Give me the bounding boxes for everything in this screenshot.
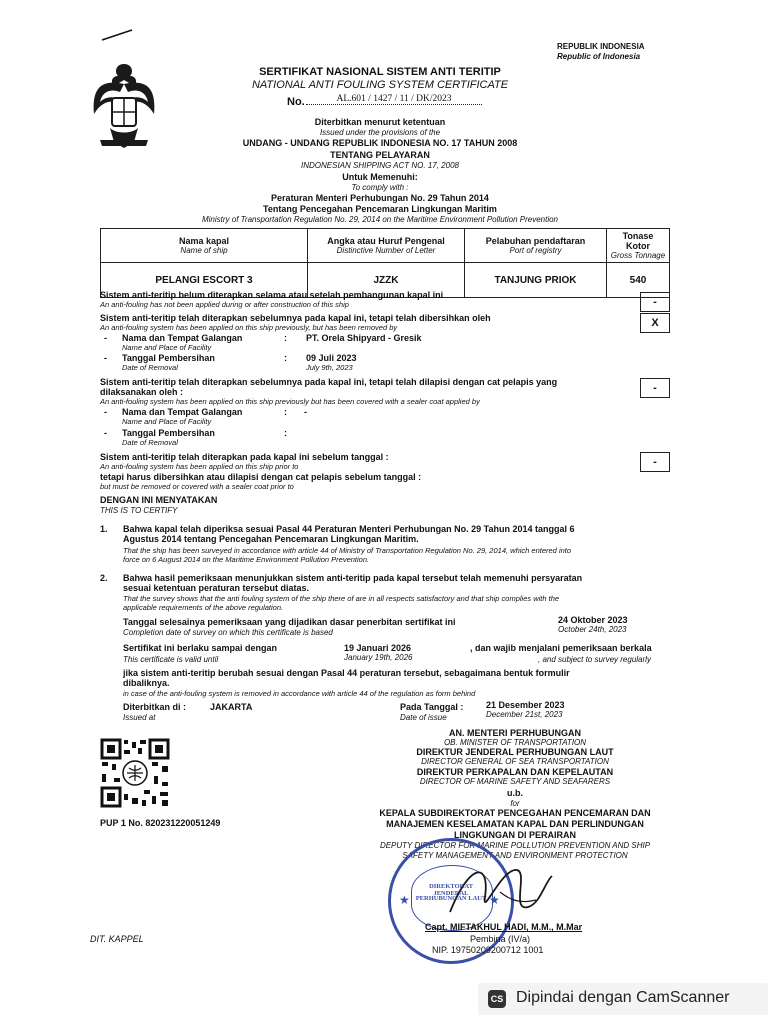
ship-name: PELANGI ESCORT 3: [101, 263, 308, 298]
ship-particulars-table: [100, 228, 670, 298]
item1-text-cont: Agustus 2014 tentang Pencegahan Pencemaran Lingkungan Maritim.: [123, 534, 419, 544]
bullet-dash: -: [104, 333, 107, 343]
handwritten-signature: [440, 852, 560, 932]
issued-at-label: Diterbitkan di :: [123, 702, 187, 712]
valid-until-tail: , dan wajib menjalani pemeriksaan berkala: [470, 643, 652, 653]
option3-text-cont: dilaksanakan oleh :: [100, 387, 184, 397]
item1-text-en-cont: force on 6 August 2014 on the Maritime Environment Pollution Prevention.: [123, 555, 370, 564]
facility-label: Nama dan Tempat Galangan: [122, 333, 243, 343]
distinctive-number: JZZK: [308, 263, 465, 298]
item1-text-en: That the ship has been surveyed in accordance with article 44 of Ministry of Transportation Regulation No. 29, 2014, which entered into: [123, 546, 572, 555]
regulation-topic: Tentang Pencegahan Pencemaran Lingkungan Maritim: [263, 204, 497, 214]
colon: :: [284, 428, 287, 438]
option4-text-en: An anti-fouling system has been applied on this ship prior to: [100, 462, 299, 471]
country-name: REPUBLIK INDONESIA: [557, 42, 645, 51]
item2-number: 2.: [100, 573, 108, 583]
regulation-title: Peraturan Menteri Perhubungan No. 29 Tahun 2014: [271, 193, 489, 203]
port-of-registry: TANJUNG PRIOK: [465, 263, 607, 298]
option3-text-en: An anti-fouling system has been applied on this ship previously but has been covered with a sealer coat applied by: [100, 397, 480, 406]
stamp-text-line2: PERHUBUNGAN LAUT: [415, 895, 487, 902]
comply-label: Untuk Memenuhi:: [342, 172, 418, 182]
facility2-label: Nama dan Tempat Galangan: [122, 407, 243, 417]
colon: :: [284, 407, 287, 417]
sign-for: for: [510, 799, 520, 808]
dit-kappel-code: DIT. KAPPEL: [90, 934, 144, 944]
item1-number: 1.: [100, 524, 108, 534]
option3-text: Sistem anti-teritip telah diterapkan sebelumnya pada kapal ini, tetapi telah dilapisi dengan cat pelapis yang: [100, 377, 558, 387]
removal-date-label: Tanggal Pembersihan: [122, 353, 215, 363]
item2-text-cont: sesuai ketentuan peraturan tersebut diatas.: [123, 583, 310, 593]
valid-until-label: Sertifikat ini berlaku sampai dengan: [123, 643, 278, 653]
removed-clause: jika sistem anti-teritip berubah sesuai dengan Pasal 44 peraturan tersebut, sebagaimana bentuk formulir: [123, 668, 570, 678]
valid-until-label-en: This certificate is valid until: [123, 655, 219, 664]
facility-value: PT. Orela Shipyard - Gresik: [306, 333, 422, 343]
camscanner-watermark: [478, 983, 768, 1015]
sign-line4c: LINGKUNGAN DI PERAIRAN: [453, 830, 576, 840]
option2-checkbox: X: [640, 313, 670, 333]
item2-text: Bahwa hasil pemeriksaan menunjukkan sistem anti-teritip pada kapal tersebut telah memenuhi persyaratan: [123, 573, 583, 583]
issue-date-value: 21 Desember 2023: [486, 700, 565, 710]
bullet-dash: -: [104, 353, 107, 363]
issued-at-label-en: Issued at: [123, 713, 156, 722]
option1-text: Sistem anti-teritip belum diterapkan selama atau setelah pembangunan kapal ini: [100, 290, 444, 300]
issue-date-value-en: December 21st, 2023: [486, 710, 563, 719]
signatory-nip: NIP. 19750209200712 1001: [432, 945, 544, 955]
signatory-name: Capt. MIFTAKHUL HADI, M.M., M.Mar: [425, 922, 583, 932]
pen-mark-decoration: [100, 28, 134, 42]
certificate-number: AL.601 / 1427 / 11 / DK/2023: [306, 94, 482, 105]
issued-under-label: Diterbitkan menurut ketentuan: [314, 117, 446, 127]
facility2-value: -: [304, 407, 307, 417]
item2-text-en: That the survey shows that the anti fouling system of the ship there of are in all respects satisfactory and that ship complies with the: [123, 594, 560, 603]
removal2-label-en: Date of Removal: [122, 438, 178, 447]
removal2-label: Tanggal Pembersihan: [122, 428, 215, 438]
option4-text: Sistem anti-teritip telah diterapkan pada kapal ini sebelum tanggal :: [100, 452, 389, 462]
issue-date-label: Pada Tanggal :: [400, 702, 464, 712]
sign-line1-en: OB. MINISTER OF TRANSPORTATION: [443, 738, 587, 747]
option2-text-en: An anti-fouling system has been applied on this ship previously, but has been removed by: [100, 323, 398, 332]
sign-line2: DIREKTUR JENDERAL PERHUBUNGAN LAUT: [416, 747, 614, 757]
colon: :: [284, 333, 287, 343]
removal-date-value: 09 Juli 2023: [306, 353, 357, 363]
act-title-en: INDONESIAN SHIPPING ACT NO. 17, 2008: [301, 161, 459, 170]
sign-line3: DIREKTUR PERKAPALAN DAN KEPELAUTAN: [416, 767, 614, 777]
issued-at-value: JAKARTA: [210, 702, 253, 712]
certify-heading: DENGAN INI MENYATAKAN: [100, 495, 218, 505]
valid-until-value-en: January 19th, 2026: [344, 653, 413, 662]
signatory-rank: Pembina (IV/a): [470, 934, 531, 944]
removed-clause-cont: dibaliknya.: [123, 678, 170, 688]
sign-ub: u.b.: [507, 788, 523, 798]
colon: :: [284, 353, 287, 363]
stamp-text-line1: DIREKTORAT JENDERAL: [429, 883, 473, 897]
item1-text: Bahwa kapal telah diperiksa sesuai Pasal 44 Peraturan Menteri Perhubungan No. 29 Tahun 2014 tanggal 6: [123, 524, 575, 534]
issued-under-label-en: Issued under the provisions of the: [319, 128, 441, 137]
header-ship-name: Nama kapal Name of ship: [101, 229, 308, 263]
table-header-row: [101, 229, 670, 263]
camscanner-text: Dipindai dengan CamScanner: [516, 989, 730, 1006]
act-title: UNDANG - UNDANG REPUBLIK INDONESIA NO. 17 TAHUN 2008: [242, 138, 518, 148]
qr-code-icon: [100, 738, 170, 808]
sign-line4b: MANAJEMEN KESELAMATAN KAPAL DAN PERLINDUNGAN: [386, 819, 644, 829]
sign-line4-en-a: DEPUTY DIRECTOR FOR MARINE POLLUTION PREVENTION AND SHIP: [379, 841, 651, 850]
header-gross-tonnage: Tonase Kotor Gross Tonnage: [607, 229, 670, 263]
facility-label-en: Name and Place of Facility: [122, 343, 212, 352]
option4b-text: tetapi harus dibersihkan atau dilapisi dengan cat pelapis sebelum tanggal :: [100, 472, 422, 482]
certify-heading-en: THIS IS TO CERTIFY: [100, 506, 178, 515]
stamp-star-left-icon: ★: [399, 893, 410, 907]
removed-clause-en: in case of the anti-fouling system is removed in accordance with article 44 of the regulation as form behind: [123, 689, 476, 698]
option2-text: Sistem anti-teritip telah diterapkan sebelumnya pada kapal ini, tetapi telah dibersihkan oleh: [100, 313, 491, 323]
certificate-number-label: No.: [287, 96, 305, 108]
option4b-text-en: but must be removed or covered with a sealer coat prior to: [100, 482, 294, 491]
issue-date-label-en: Date of issue: [400, 713, 447, 722]
stamp-star-right-icon: ★: [489, 893, 500, 907]
header-port-of-registry: Pelabuhan pendaftaran Port of registry: [465, 229, 607, 263]
gross-tonnage: 540: [607, 263, 670, 298]
bullet-dash: -: [104, 407, 107, 417]
valid-until-value: 19 Januari 2026: [344, 643, 412, 653]
sign-line2-en: DIRECTOR GENERAL OF SEA TRANSPORTATION: [421, 757, 609, 766]
survey-date-label-en: Completion date of survey on which this certificate is based: [123, 628, 333, 637]
facility2-label-en: Name and Place of Facility: [122, 417, 212, 426]
option1-checkbox: -: [640, 292, 670, 312]
comply-label-en: To comply with :: [351, 183, 409, 192]
bullet-dash: -: [104, 428, 107, 438]
sign-line3-en: DIRECTOR OF MARINE SAFETY AND SEAFARERS: [419, 777, 611, 786]
act-topic: TENTANG PELAYARAN: [330, 150, 430, 160]
sign-line1: AN. MENTERI PERHUBUNGAN: [448, 728, 581, 738]
country-name-en: Republic of Indonesia: [557, 52, 641, 61]
survey-date-label: Tanggal selesainya pemeriksaan yang dijadikan dasar penerbitan sertifikat ini: [123, 617, 456, 627]
removal-date-label-en: Date of Removal: [122, 363, 178, 372]
option1-text-en: An anti-fouling has not been applied during or after construction of this ship: [100, 300, 349, 309]
certificate-title: SERTIFIKAT NASIONAL SISTEM ANTI TERITIP: [259, 66, 501, 78]
sign-line4a: KEPALA SUBDIREKTORAT PENCEGAHAN PENCEMARAN DAN: [379, 808, 651, 818]
survey-date-value-en: October 24th, 2023: [558, 625, 627, 634]
survey-date-value: 24 Oktober 2023: [558, 615, 628, 625]
item2-text-en-cont: applicable requirements of the above regulation.: [123, 603, 284, 612]
camscanner-logo-icon: CS: [488, 990, 506, 1008]
valid-until-tail-en: , and subject to survey regularly: [538, 655, 651, 664]
option4-checkbox: -: [640, 452, 670, 472]
regulation-title-en: Ministry of Transportation Regulation No. 29, 2014 on the Maritime Environment Pollution Prevention: [201, 215, 559, 224]
pup-number: PUP 1 No. 820231220051249: [100, 818, 221, 828]
option3-checkbox: -: [640, 378, 670, 398]
sign-line4-en-b: SAFETY MANAGEMENT AND ENVIRONMENT PROTECTION: [402, 851, 628, 860]
removal-date-value-en: July 9th, 2023: [306, 363, 353, 372]
certificate-title-en: NATIONAL ANTI FOULING SYSTEM CERTIFICATE: [251, 79, 509, 91]
header-distinctive-number: Angka atau Huruf Pengenal Distinctive Number of Letter: [308, 229, 465, 263]
garuda-emblem-icon: [88, 58, 160, 158]
